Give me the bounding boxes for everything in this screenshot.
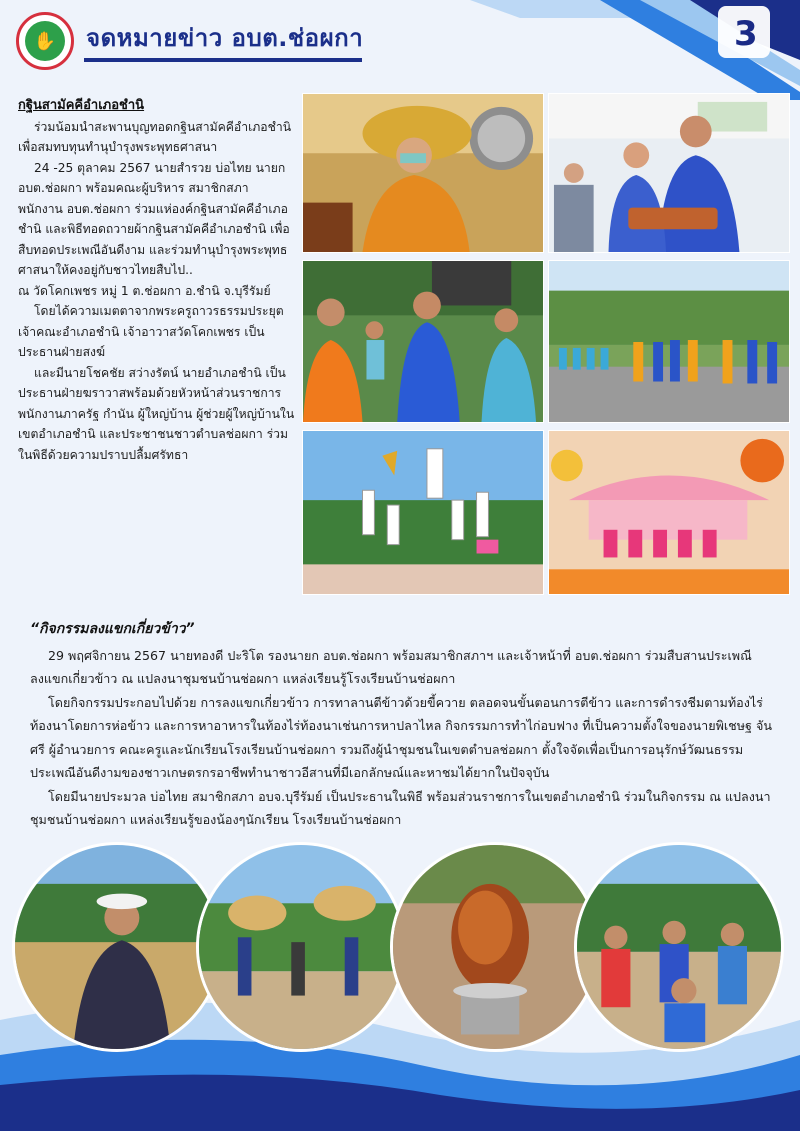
photo-kathina-decorations — [548, 430, 790, 595]
title-underline — [84, 58, 362, 62]
photo-flags-procession — [302, 430, 544, 595]
photo-students-group — [574, 842, 784, 1052]
photo-procession-crowd — [302, 260, 544, 423]
photo-straw-roasted-chicken — [390, 842, 600, 1052]
section2-paragraph: 29 พฤศจิกายน 2567 นายทองดี ปะริโต รองนายก อบต.ช่อผกา พร้อมสมาชิกสภาฯ และเจ้าหน้าที่ อบต.ช่อผกา ร่วมสืบสานประเพณีลงแขกเกี่ยวข้าว ณ แปลงนาชุมชนบ้านช่อผกา แหล่งเรียนรู้โรงเรียนบ้านช่อผกา — [30, 647, 752, 686]
photo-parade-road — [548, 260, 790, 423]
page-title: จดหมายข่าว อบต.ช่อผกา — [86, 24, 364, 52]
handshake-emblem-icon: ✋ — [25, 21, 65, 61]
photo-rice-harvest-elder — [12, 842, 222, 1052]
section2-heading: “กิจกรรมลงแขกเกี่ยวข้าว” — [30, 621, 195, 637]
section2-text — [30, 618, 780, 832]
photo-rice-threshing — [196, 842, 406, 1052]
section1-paragraph: โดยได้ความเมตตาจากพระครูถาวรธรรมประยุต เจ้าคณะอำเภอชำนิ เจ้าอาวาสวัดโคกเพชร เป็นประธานฝ่ายสงฆ์ — [18, 304, 284, 359]
section1-paragraph: และมีนายโชคชัย สว่างรัตน์ นายอำเภอชำนิ เป็นประธานฝ่ายฆราวาสพร้อมด้วยหัวหน้าส่วนราชการ พนักงานภาครัฐ กำนัน ผู้ใหญ่บ้าน ผู้ช่วยผู้ใหญ่บ้านในเขตอำเภอชำนิ และประชาชนชาวตำบลช่อผกา ร่วมในพิธีด้วยความปราบปลื้มศรัทธา — [18, 365, 295, 462]
page-number: 3 — [734, 14, 758, 54]
section1-text — [18, 96, 296, 465]
section2-paragraph: โดยมีนายประมวล บ่อไทย สมาชิกสภา อบจ.บุรีรัมย์ เป็นประธานในพิธี พร้อมส่วนราชการในเขตอำเภอชำนิ ร่วมในกิจกรรม ณ แปลงนาชุมชนบ้านช่อผกา แหล่งเรียนรู้ของน้องๆนักเรียน โรงเรียนบ้านช่อผกา — [30, 788, 771, 827]
section1-paragraph: ร่วมน้อมนำสะพานบุญทอดกฐินสามัคคีอำเภอชำนิ เพื่อสมทบทุนทำนุบำรุงพระพุทธศาสนา — [18, 119, 292, 154]
logo — [16, 12, 74, 70]
section1-paragraph: ณ วัดโคกเพชร หมู่ 1 ต.ช่อผกา อ.ชำนิ จ.บุรีรัมย์ — [18, 283, 271, 298]
section1-paragraph: 24 -25 ตุลาคม 2567 นายสำรวย บ่อไทย นายก อบต.ช่อผกา พร้อมคณะผู้บริหาร สมาชิกสภา พนักงาน อบต.ช่อผกา ร่วมแห่องค์กฐินสามัคคีอำเภอชำนิ และพิธีทอดถวายผ้ากฐินสามัคคีอำเภอชำนิ เพื่อสืบทอดประเพณีอันดีงาม และร่วมทำนุบำรุงพระพุทธศาสนาให้คงอยู่กับชาวไทยสืบไป.. — [18, 160, 290, 277]
photo-officials-seated — [548, 93, 790, 253]
section1-heading: กฐินสามัคคีอำเภอชำนิ — [18, 98, 145, 113]
section2-paragraph: โดยกิจกรรมประกอบไปด้วย การลงแขกเกี่ยวข้าว การทาลานตีข้าวด้วยขี้ควาย ตลอดจนขั้นตอนการตีข้าว และการดำรงชีมตามท้องไร่ท้องนาโดยการห่อข้าว และการหาอาหารในท้องไร่ท้องนาเช่นการหาปลาไหล กิจกรรมการทำไก่อบฟาง ที่เป็นความตั้งใจของนายพิเชษฐ จันศรี ผู้อำนวยการ คณะครูและนักเรียนโรงเรียนบ้านช่อผกา รวมถึงผู้นำชุมชนในเขตตำบลช่อผกา ตั้งใจจัดเพื่อเป็นการอนุรักษ์วัฒนธรรมประเพณีอันดีงามของชาวเกษตรกรอาชีพทำนาชาวอีสานที่มีเอกลักษณ์และหาชมได้ยากในปัจจุบัน — [30, 694, 772, 780]
photo-monk-ceremony — [302, 93, 544, 253]
